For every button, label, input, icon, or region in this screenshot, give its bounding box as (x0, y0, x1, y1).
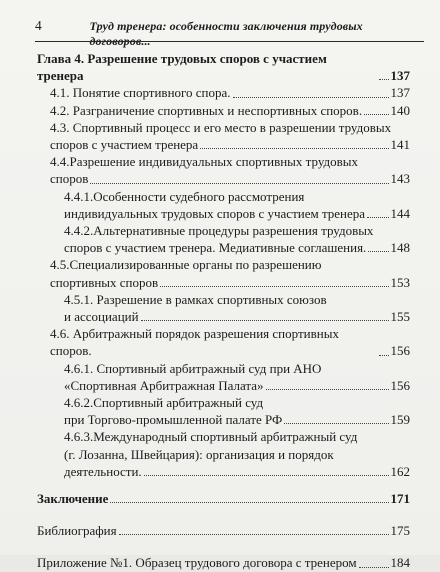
toc-page-number: 141 (390, 137, 410, 153)
toc-page-number: 140 (390, 102, 410, 118)
toc-entry-4-2[interactable]: 4.2. Разграничение спортивных и неспортивных споров. 140 (50, 102, 410, 118)
toc-page-number: 137 (390, 68, 410, 84)
toc-page-number: 156 (390, 377, 410, 393)
toc-entry-appendix-1[interactable]: Приложение №1. Образец трудового договора с тренером 184 (37, 555, 410, 571)
toc-page-number: 144 (390, 205, 410, 221)
running-head-title: Труд тренера: особенности заключения трудовых договоров... (89, 19, 363, 48)
page-number: 4 (35, 18, 42, 33)
toc-page-number: 153 (390, 274, 410, 290)
toc-page-number: 184 (390, 555, 410, 571)
toc-entry-4-6-1[interactable]: 4.6.1. Спортивный арбитражный суд при АНО «Спортивная Арбитражная Палата» 156 (64, 360, 410, 393)
toc-page-number: 162 (390, 463, 410, 479)
toc-page-number: 155 (390, 309, 410, 325)
toc-entry-4-6[interactable]: 4.6. Арбитражный порядок разрешения спортивных споров. 156 (50, 326, 410, 359)
toc-page-number: 143 (390, 171, 410, 187)
toc-entry-4-6-3[interactable]: 4.6.3.Международный спортивный арбитражный суд (г. Лозанна, Швейцария): организация и порядок деятельности. 162 (64, 429, 410, 479)
toc-entry-4-4-2[interactable]: 4.4.2.Альтернативные процедуры разрешения трудовых споров с участием тренера. Медиативные соглашения. 148 (64, 223, 410, 256)
toc-page-number: 175 (390, 523, 410, 539)
toc-page-number: 156 (390, 343, 410, 359)
toc-page-number: 137 (390, 85, 410, 101)
toc-entry-4-4-1[interactable]: 4.4.1.Особенности судебного рассмотрения индивидуальных трудовых споров с участием тренера 144 (64, 188, 410, 221)
toc-entry-bibliography[interactable]: Библиография 175 (37, 523, 410, 539)
toc-entry-4-5-1[interactable]: 4.5.1. Разрешение в рамках спортивных союзов и ассоциаций 155 (64, 291, 410, 325)
toc-entry-4-5[interactable]: 4.5.Специализированные органы по разрешению спортивных споров 153 (50, 257, 410, 290)
header-rule (35, 41, 424, 42)
toc-entry-chapter-4[interactable]: Глава 4. Разрешение трудовых споров с участием тренера 137 (37, 51, 410, 84)
toc-entry-4-3[interactable]: 4.3. Спортивный процесс и его место в разрешении трудовых споров с участием тренера 141 (50, 119, 410, 153)
toc-page-number: 171 (390, 491, 410, 507)
running-head (35, 18, 424, 49)
toc-entry-4-6-2[interactable]: 4.6.2.Спортивный арбитражный суд при Торгово-промышленной палате РФ 159 (64, 395, 410, 428)
toc-page-number: 148 (390, 240, 410, 256)
toc-entry-conclusion[interactable]: Заключение 171 (37, 491, 410, 507)
toc-entry-4-1[interactable]: 4.1. Понятие спортивного спора. 137 (50, 85, 410, 101)
toc-page-number: 159 (390, 412, 410, 428)
table-of-contents (37, 50, 410, 572)
toc-entry-4-4[interactable]: 4.4.Разрешение индивидуальных спортивных трудовых споров 143 (50, 154, 410, 187)
